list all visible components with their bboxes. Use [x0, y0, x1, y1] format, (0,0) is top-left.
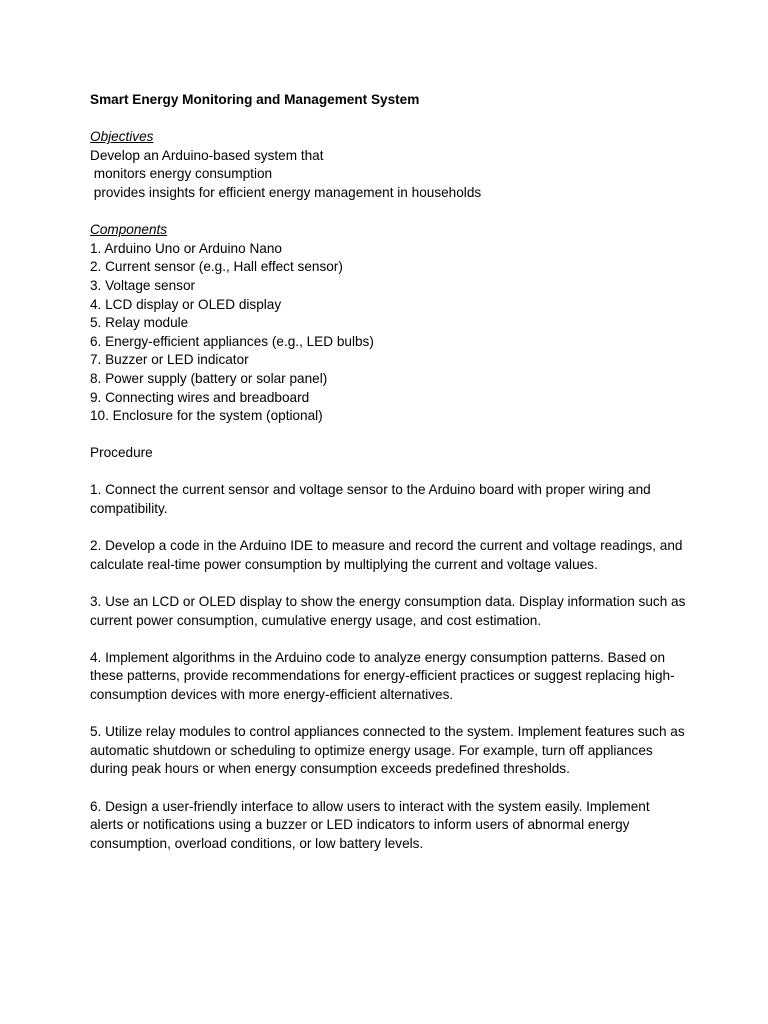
spacer: [90, 519, 690, 538]
spacer: [90, 203, 690, 222]
procedure-step: 2. Develop a code in the Arduino IDE to measure and record the current and voltage readings, and calculate real-time power consumption by multiplying the current and voltage values.: [90, 538, 683, 572]
component-item: 1. Arduino Uno or Arduino Nano: [90, 240, 282, 256]
component-item: 4. LCD display or OLED display: [90, 296, 282, 312]
component-item: 6. Energy-efficient appliances (e.g., LED bulbs): [90, 333, 374, 349]
spacer: [90, 574, 690, 593]
document-page: [90, 91, 690, 853]
component-item: 9. Connecting wires and breadboard: [90, 389, 310, 405]
procedure-step: 5. Utilize relay modules to control appliances connected to the system. Implement features such as automatic shutdown or scheduling to optimize energy usage. For example, turn off appliances during peak hours or when energy consumption exceeds predefined thresholds.: [90, 724, 685, 777]
components-heading: Components: [90, 222, 168, 238]
component-item: 8. Power supply (battery or solar panel): [90, 370, 328, 386]
spacer: [90, 426, 690, 445]
component-item: 2. Current sensor (e.g., Hall effect sensor): [90, 259, 343, 275]
component-item: 7. Buzzer or LED indicator: [90, 352, 249, 368]
component-item: 5. Relay module: [90, 315, 189, 331]
spacer: [90, 705, 690, 724]
spacer: [90, 630, 690, 649]
component-item: 10. Enclosure for the system (optional): [90, 408, 323, 424]
procedure-step: 1. Connect the current sensor and voltage sensor to the Arduino board with proper wiring and compatibility.: [90, 482, 651, 517]
component-item: 3. Voltage sensor: [90, 277, 196, 293]
spacer: [90, 779, 690, 798]
procedure-step: 4. Implement algorithms in the Arduino code to analyze energy consumption patterns. Based on these patterns, provide recommendations for energy-efficient practices or suggest replacing high-consumption devices with more energy-efficient alternatives.: [90, 649, 675, 702]
procedure-step: 6. Design a user-friendly interface to allow users to interact with the system easily. Implement alerts or notifications using a buzzer or LED indicators to inform users of abnormal energy consumption, overload conditions, or low battery levels.: [90, 798, 650, 851]
spacer: [90, 463, 690, 482]
objectives-line: provides insights for efficient energy management in households: [90, 184, 482, 200]
spacer: [90, 110, 690, 129]
objectives-heading: Objectives: [90, 129, 154, 145]
procedure-heading: Procedure: [90, 445, 153, 461]
procedure-step: 3. Use an LCD or OLED display to show the energy consumption data. Display information such as current power consumption, cumulative energy usage, and cost estimation.: [90, 594, 686, 628]
objectives-line: Develop an Arduino-based system that: [90, 147, 324, 163]
document-title: Smart Energy Monitoring and Management System: [90, 92, 420, 107]
objectives-line: monitors energy consumption: [90, 166, 273, 182]
